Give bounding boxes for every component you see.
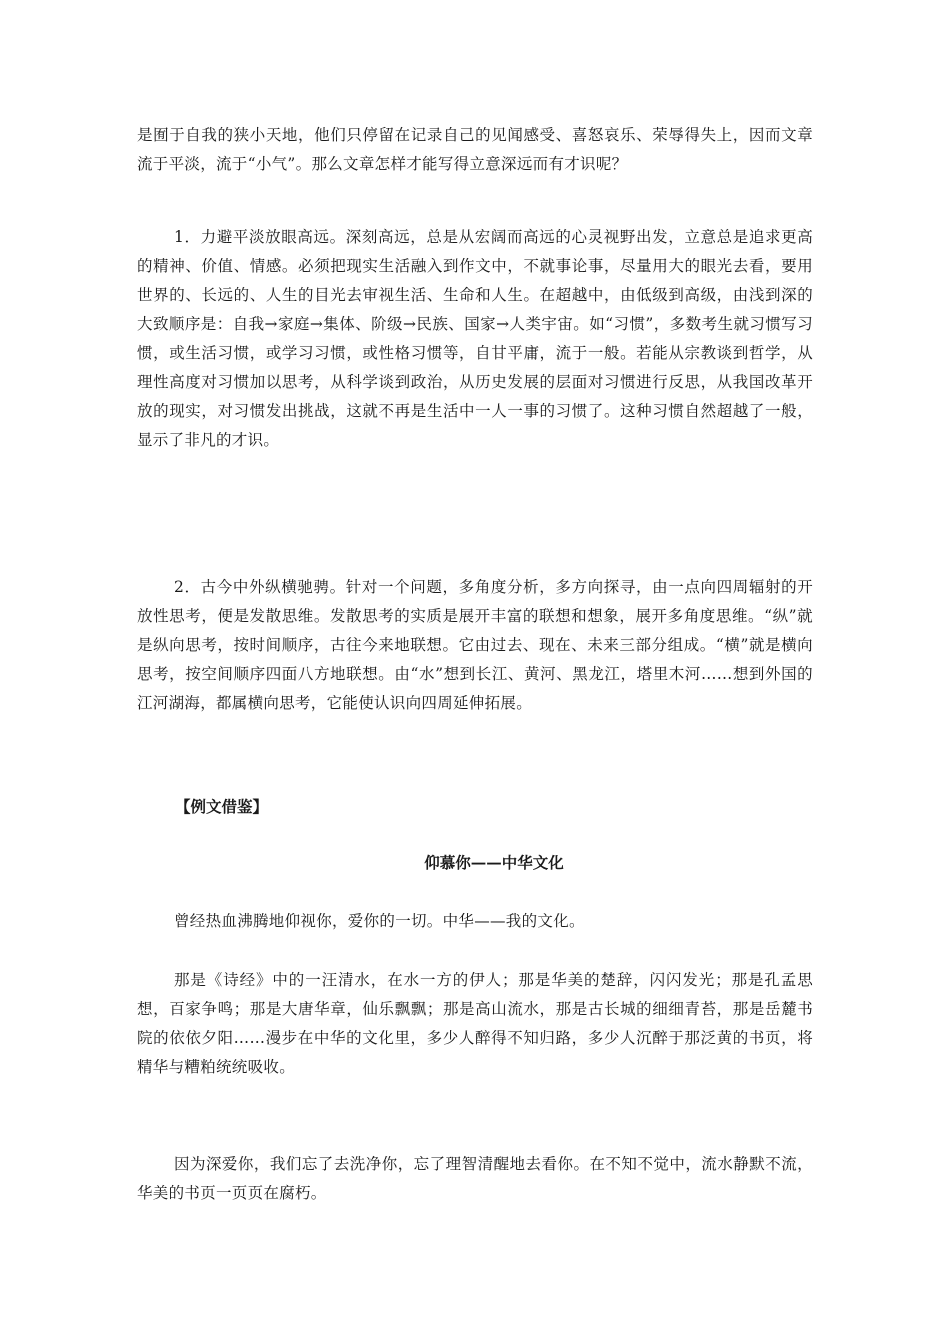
section-heading: 【例文借鉴】 [175,797,269,816]
essay-paragraph-3: 因为深爱你，我们忘了去洗净你，忘了理智清醒地去看你。在不知不觉中，流水静默不流，华美的书页一页页在腐朽。 [137,1155,813,1202]
essay-paragraph-1: 曾经热血沸腾地仰视你，爱你的一切。中华——我的文化。 [174,912,585,930]
point-1-paragraph: 1．力避平淡放眼高远。深刻高远，总是从宏阔而高远的心灵视野出发，立意总是追求更高的精神、价值、情感。必须把现实生活融入到作文中，不就事论事，尽量用大的眼光去看，要用世界的、长远的、人生的目光去审视生活、生命和人生。在超越中，由低级到高级，由浅到深的大致顺序是：自我→家庭→集体、阶级→民族、国家→人类宇宙。如“习惯”，多数考生就习惯写习惯，或生活习惯，或学习习惯，或性格习惯等，自甘平庸，流于一般。若能从宗教谈到哲学，从理性高度对习惯加以思考，从科学谈到政治，从历史发展的层面对习惯进行反思，从我国改革开放的现实，对习惯发出挑战，这就不再是生活中一人一事的习惯了。这种习惯自然超越了一般，显示了非凡的才识。 [137,228,813,449]
intro-paragraph: 是囿于自我的狭小天地，他们只停留在记录自己的见闻感受、喜怒哀乐、荣辱得失上，因而文章流于平淡，流于“小气”。那么文章怎样才能写得立意深远而有才识呢？ [137,126,813,173]
point-2-paragraph: 2．古今中外纵横驰骋。针对一个问题，多角度分析，多方向探寻，由一点向四周辐射的开放性思考，便是发散思维。发散思考的实质是展开丰富的联想和想象，展开多角度思维。“纵”就是纵向思考，按时间顺序，古往今来地联想。它由过去、现在、未来三部分组成。“横”就是横向思考，按空间顺序四面八方地联想。由“水”想到长江、黄河、黑龙江，塔里木河……想到外国的江河湖海，都属横向思考，它能使认识向四周延伸拓展。 [137,578,813,712]
essay-title: 仰慕你——中华文化 [424,853,564,872]
essay-paragraph-2: 那是《诗经》中的一汪清水，在水一方的伊人；那是华美的楚辞，闪闪发光；那是孔孟思想，百家争鸣；那是大唐华章，仙乐飘飘；那是高山流水，那是古长城的细细青苔，那是岳麓书院的依依夕阳……漫步在中华的文化里，多少人醉得不知归路，多少人沉醉于那泛黄的书页，将精华与糟粕统统吸收。 [137,971,813,1076]
